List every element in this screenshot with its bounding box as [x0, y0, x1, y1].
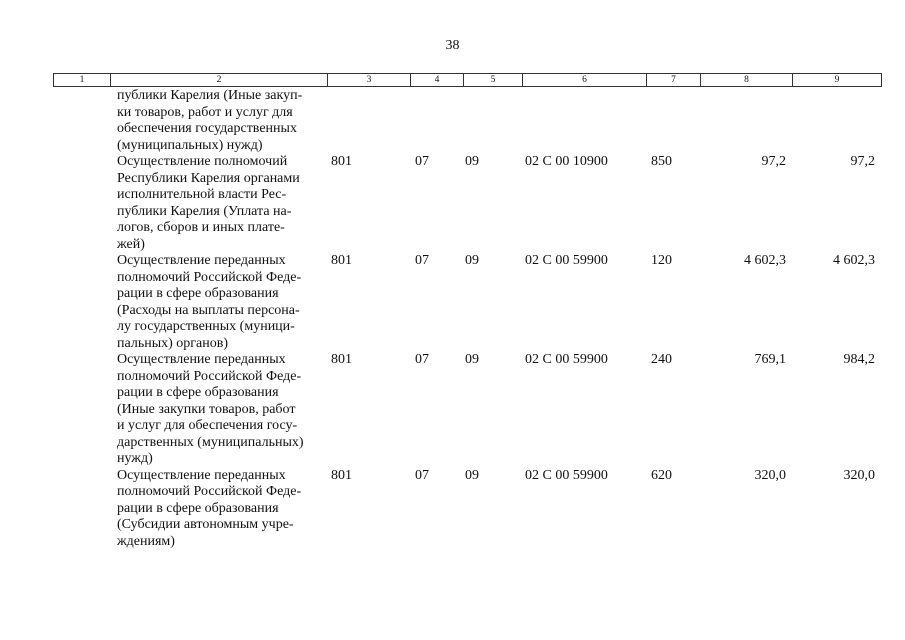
row-name-line: (Расходы на выплаты персона- [117, 302, 300, 318]
table-body [53, 88, 881, 550]
amount-year-2: 320,0 [843, 467, 875, 483]
row-name-line: полномочий Российской Феде- [117, 484, 302, 499]
row-name-line: (Субсидии автономным учре- [117, 517, 294, 532]
grbs-code: 801 [331, 154, 352, 169]
row-name-cell [110, 88, 327, 154]
row-name-line: публики Карелия (Уплата на- [117, 203, 292, 219]
row-name-line: ждениям) [117, 533, 175, 549]
row-name-line: Осуществление полномочий [117, 154, 288, 169]
target-article-code: 02 С 00 59900 [525, 253, 608, 268]
section-code: 07 [415, 253, 429, 268]
column-header-7: 7 [647, 74, 701, 87]
amount-year-2: 97,2 [850, 154, 875, 169]
row-name-line: нужд) [117, 451, 153, 466]
row-name-line: Осуществление переданных [117, 253, 286, 268]
expense-type-code: 240 [651, 352, 672, 367]
row-name-cell [110, 154, 327, 253]
expense-type-code: 120 [651, 253, 672, 268]
column-number-header [53, 73, 882, 87]
row-name-line: рации в сфере образования [117, 385, 279, 400]
amount-year-2: 984,2 [843, 352, 875, 367]
amount-year-1: 4 602,3 [744, 253, 786, 268]
subsection-code: 09 [465, 352, 479, 367]
row-name-line: и услуг для обеспечения госу- [117, 418, 298, 433]
column-header-1: 1 [54, 74, 111, 87]
table-row [53, 352, 881, 468]
row-name-cell [110, 253, 327, 352]
row-name-line: рации в сфере образования [117, 500, 279, 516]
target-article-code: 02 С 00 10900 [525, 154, 608, 169]
column-header-2: 2 [111, 74, 328, 87]
row-name-line: лу государственных (муници- [117, 319, 295, 334]
amount-year-2: 4 602,3 [833, 253, 875, 268]
expense-type-code: 850 [651, 154, 672, 169]
subsection-code: 09 [465, 253, 479, 268]
page-number: 38 [445, 38, 460, 53]
row-name-line: ки товаров, работ и услуг для [117, 104, 293, 120]
table-row [53, 154, 881, 253]
grbs-code: 801 [331, 352, 352, 367]
row-name-line: (муниципальных) нужд) [117, 137, 263, 153]
row-name-line: Осуществление переданных [117, 467, 286, 483]
column-header-4: 4 [411, 74, 464, 87]
subsection-code: 09 [465, 467, 479, 483]
target-article-code: 02 С 00 59900 [525, 467, 608, 483]
column-header-8: 8 [701, 74, 793, 87]
section-code: 07 [415, 352, 429, 367]
row-name-cell [110, 468, 327, 551]
section-code: 07 [415, 467, 429, 483]
section-code: 07 [415, 154, 429, 169]
row-name-line: исполнительной власти Рес- [117, 187, 287, 202]
column-header-3: 3 [328, 74, 411, 87]
table-row [53, 88, 881, 154]
row-name-line: рации в сфере образования [117, 286, 279, 301]
row-name-line: логов, сборов и иных плате- [117, 220, 285, 235]
grbs-code: 801 [331, 467, 352, 483]
row-name-line: публики Карелия (Иные закуп- [117, 88, 303, 103]
row-name-line: обеспечения государственных [117, 121, 297, 136]
row-name-line: полномочий Российской Феде- [117, 269, 302, 285]
table-row [53, 468, 881, 551]
row-name-line: полномочий Российской Феде- [117, 368, 302, 384]
table-row [53, 253, 881, 352]
row-name-cell [110, 352, 327, 468]
column-header-5: 5 [464, 74, 523, 87]
amount-year-1: 769,1 [754, 352, 786, 367]
column-header-9: 9 [793, 74, 882, 87]
row-name-line: (Иные закупки товаров, работ [117, 401, 296, 417]
row-name-line: жей) [117, 236, 145, 252]
row-name-line: пальных) органов) [117, 335, 228, 351]
row-name-line: Осуществление переданных [117, 352, 286, 367]
amount-year-1: 320,0 [754, 467, 786, 483]
subsection-code: 09 [465, 154, 479, 169]
row-name-line: Республики Карелия органами [117, 170, 300, 186]
grbs-code: 801 [331, 253, 352, 268]
expense-type-code: 620 [651, 467, 672, 483]
amount-year-1: 97,2 [761, 154, 786, 169]
row-name-line: дарственных (муниципальных) [117, 434, 304, 450]
target-article-code: 02 С 00 59900 [525, 352, 608, 367]
column-header-6: 6 [523, 74, 647, 87]
